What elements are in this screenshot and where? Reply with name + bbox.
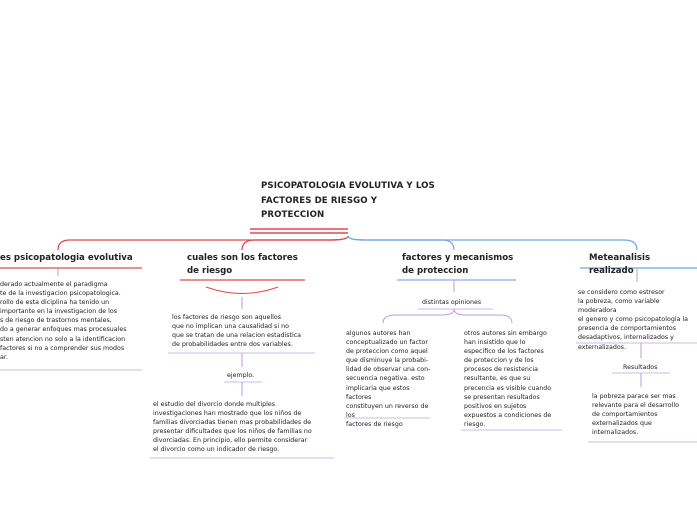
branch-1-title[interactable]: es psicopatologia evolutiva (0, 253, 133, 263)
connector-branch-1 (58, 236, 348, 250)
connector-line (383, 309, 454, 323)
root-underline (250, 229, 348, 233)
branch-4-text[interactable]: se considero como estresor la pobreza, como variable moderadora el genero y como psicopatologia la presencia de comportamientos desadaptivos, internalizados y externalizados. (578, 289, 689, 351)
branch-1-text[interactable]: derado actualmente el paradigma te de la investigacion psicopatologica. rollo de esta diciplina ha tenido un importante en la investigacion de los s de riesgo de trastornos mentales, do a generar enfoques mas procesuales sten atencion no solo a la identificacion factores si no a comprender sus modos ar. (0, 281, 127, 361)
root-topic-title[interactable]: PSICOPATOLOGIA EVOLUTIVA Y LOS FACTORES DE RIESGO Y PROTECCION (261, 181, 435, 220)
branch-4-result-text[interactable]: la pobreza parace ser mas relevante para el desarrollo de comportamientos externalizados que internalizados. (592, 393, 679, 437)
connector-branch-2 (242, 236, 348, 250)
branch-3-opinions-label[interactable]: distintas opiniones (422, 299, 482, 306)
branch-4-title[interactable]: Meteanalisis realizado (589, 253, 651, 276)
branch-3-title[interactable]: factores y mecanismos de proteccion (402, 253, 514, 276)
branch-2-example-label[interactable]: ejemplo. (227, 372, 255, 379)
branch-2-text[interactable]: los factores de riesgo son aquellos que no implican una causalidad si no que se tratan de una relacion estadistica de probabilidades entre dos variables. (172, 314, 302, 349)
connector-branch-4 (348, 236, 637, 250)
branch-3-left-text[interactable]: algunos autores han conceptualizado un factor de proteccion como aquel que disminuye la probabi- lidad de observar una con- secuencia negativa. esto implicaria que estos factores constituyen un reverso de los factores de riesgo (346, 330, 431, 428)
branch-2-example-text[interactable]: el estudio del divorcio donde multiples investigaciones han mostrado que los niños de familias divorciadas tienen mas probabilidades de presentar dificultades que los niños de familias no divorciadas. En principio, ello permite considerar el divorcio como un indicador de riesgo. (153, 401, 312, 454)
connector-branch-3 (348, 236, 454, 250)
branch-3-right-text[interactable]: otros autores sin embargo han insistido que lo especifico de los factores de proteccion y de los procesos de resistencia resultante, es que su precencia es visible cuando se presentan resultados positivos en sujetos expuestos a condiciones de riesgo. (464, 330, 552, 428)
branch-4-results-label[interactable]: Resultados (623, 364, 658, 371)
connector-line (454, 309, 512, 323)
branch-2-bracket (206, 287, 278, 294)
branch-2-title[interactable]: cuales son los factores de riesgo (187, 253, 298, 276)
